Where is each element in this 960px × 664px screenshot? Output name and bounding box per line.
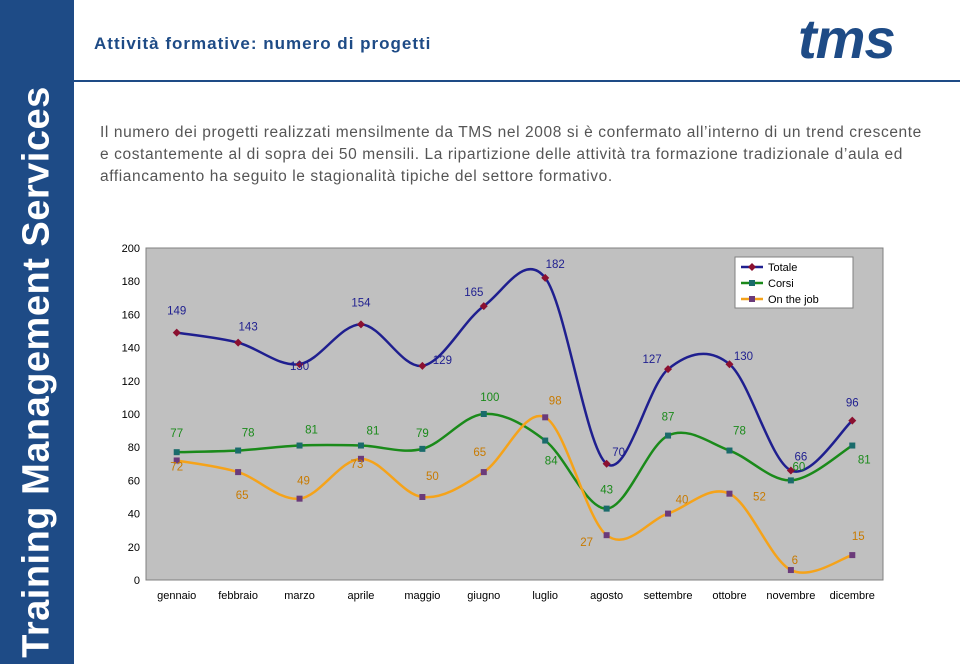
sidebar-brand-text: Training Management Services bbox=[15, 86, 58, 658]
corsi-data-point bbox=[481, 411, 487, 417]
corsi-data-label: 77 bbox=[170, 428, 184, 441]
legend-label: Corsi bbox=[768, 278, 794, 290]
corsi-data-label: 84 bbox=[544, 455, 558, 468]
on-the-job-data-point bbox=[849, 552, 855, 558]
corsi-data-label: 79 bbox=[415, 427, 429, 440]
on-the-job-data-point bbox=[788, 567, 794, 573]
x-tick-label: marzo bbox=[284, 590, 315, 602]
corsi-data-label: 81 bbox=[366, 425, 380, 438]
on-the-job-data-point bbox=[604, 532, 610, 538]
corsi-data-label: 81 bbox=[305, 424, 318, 437]
corsi-data-label: 60 bbox=[792, 461, 806, 474]
y-tick-label: 0 bbox=[133, 575, 140, 587]
totale-data-label: 66 bbox=[794, 451, 808, 464]
y-tick-label: 20 bbox=[127, 541, 140, 554]
totale-data-label: 182 bbox=[545, 258, 565, 271]
corsi-data-point bbox=[235, 448, 241, 454]
corsi-data-point bbox=[419, 446, 425, 452]
corsi-data-point bbox=[788, 477, 794, 483]
y-tick-label: 140 bbox=[121, 342, 140, 355]
y-tick-label: 40 bbox=[127, 508, 140, 521]
on-the-job-data-point bbox=[297, 496, 303, 502]
corsi-data-point bbox=[542, 438, 548, 444]
x-tick-label: settembre bbox=[643, 590, 693, 602]
corsi-data-label: 81 bbox=[857, 454, 871, 467]
corsi-data-point bbox=[604, 506, 610, 512]
on-the-job-data-label: 65 bbox=[235, 490, 249, 503]
corsi-data-label: 43 bbox=[600, 484, 614, 497]
corsi-data-label: 87 bbox=[661, 411, 675, 424]
totale-data-label: 70 bbox=[612, 446, 626, 459]
legend-label: On the job bbox=[768, 294, 819, 306]
on-the-job-data-label: 98 bbox=[548, 395, 562, 408]
y-tick-label: 60 bbox=[127, 475, 140, 488]
totale-data-label: 130 bbox=[733, 351, 754, 364]
y-tick-label: 200 bbox=[121, 243, 140, 255]
on-the-job-data-label: 6 bbox=[791, 555, 799, 568]
y-tick-label: 160 bbox=[121, 309, 140, 322]
corsi-data-label: 78 bbox=[733, 425, 746, 438]
on-the-job-data-point bbox=[665, 511, 671, 517]
on-the-job-data-point bbox=[235, 469, 241, 475]
totale-data-label: 96 bbox=[845, 397, 859, 410]
y-tick-label: 120 bbox=[121, 375, 140, 388]
totale-data-label: 127 bbox=[642, 354, 662, 367]
x-tick-label: ottobre bbox=[712, 590, 747, 602]
totale-data-label: 149 bbox=[167, 305, 187, 318]
intro-paragraph: Il numero dei progetti realizzati mensilmente da TMS nel 2008 si è confermato all’interno di un trend crescente e costantemente al di sopra dei 50 mensili. La ripartizione delle attività tra formazione tradizionale d’aula ed affiancamento ha seguito le stagionalità tipiche del settore formativo. bbox=[100, 124, 922, 185]
totale-data-label: 129 bbox=[432, 354, 452, 367]
totale-data-label: 154 bbox=[351, 297, 371, 310]
on-the-job-data-label: 40 bbox=[675, 494, 689, 507]
y-tick-label: 80 bbox=[127, 442, 140, 455]
legend-label: Totale bbox=[768, 262, 798, 274]
x-tick-label: novembre bbox=[766, 590, 816, 602]
on-the-job-data-label: 52 bbox=[753, 491, 766, 504]
x-tick-label: maggio bbox=[404, 590, 441, 602]
on-the-job-data-label: 65 bbox=[473, 447, 487, 460]
on-the-job-data-label: 15 bbox=[851, 531, 865, 544]
totale-data-label: 165 bbox=[464, 287, 484, 300]
on-the-job-data-point bbox=[726, 491, 732, 497]
corsi-data-point bbox=[358, 443, 364, 449]
corsi-data-label: 100 bbox=[480, 392, 500, 404]
on-the-job-data-label: 49 bbox=[297, 475, 310, 488]
legend-swatch-marker bbox=[749, 280, 755, 286]
x-tick-label: luglio bbox=[532, 590, 559, 602]
on-the-job-data-label: 27 bbox=[580, 537, 594, 550]
on-the-job-data-point bbox=[542, 414, 548, 420]
corsi-data-point bbox=[665, 433, 671, 439]
corsi-data-label: 78 bbox=[241, 427, 255, 440]
on-the-job-data-point bbox=[481, 469, 487, 475]
tms-logo: tms bbox=[798, 7, 895, 70]
x-tick-label: giugno bbox=[467, 590, 501, 602]
corsi-data-point bbox=[174, 449, 180, 455]
on-the-job-data-label: 50 bbox=[425, 471, 439, 483]
y-tick-label: 180 bbox=[121, 276, 140, 289]
totale-data-label: 143 bbox=[238, 321, 258, 334]
page-title: Attività formative: numero di progetti bbox=[94, 34, 432, 53]
x-tick-label: aprile bbox=[347, 590, 375, 602]
totale-data-label: 130 bbox=[289, 361, 310, 374]
corsi-data-point bbox=[849, 443, 855, 449]
x-tick-label: agosto bbox=[590, 590, 624, 602]
legend-swatch-marker bbox=[749, 296, 755, 302]
on-the-job-data-label: 72 bbox=[170, 461, 184, 474]
x-tick-label: gennaio bbox=[157, 590, 197, 602]
on-the-job-data-label: 73 bbox=[350, 458, 364, 471]
corsi-data-point bbox=[297, 443, 303, 449]
x-tick-label: dicembre bbox=[829, 590, 875, 602]
x-tick-label: febbraio bbox=[218, 590, 259, 602]
on-the-job-data-point bbox=[419, 494, 425, 500]
corsi-data-point bbox=[726, 448, 732, 454]
y-tick-label: 100 bbox=[121, 409, 140, 421]
